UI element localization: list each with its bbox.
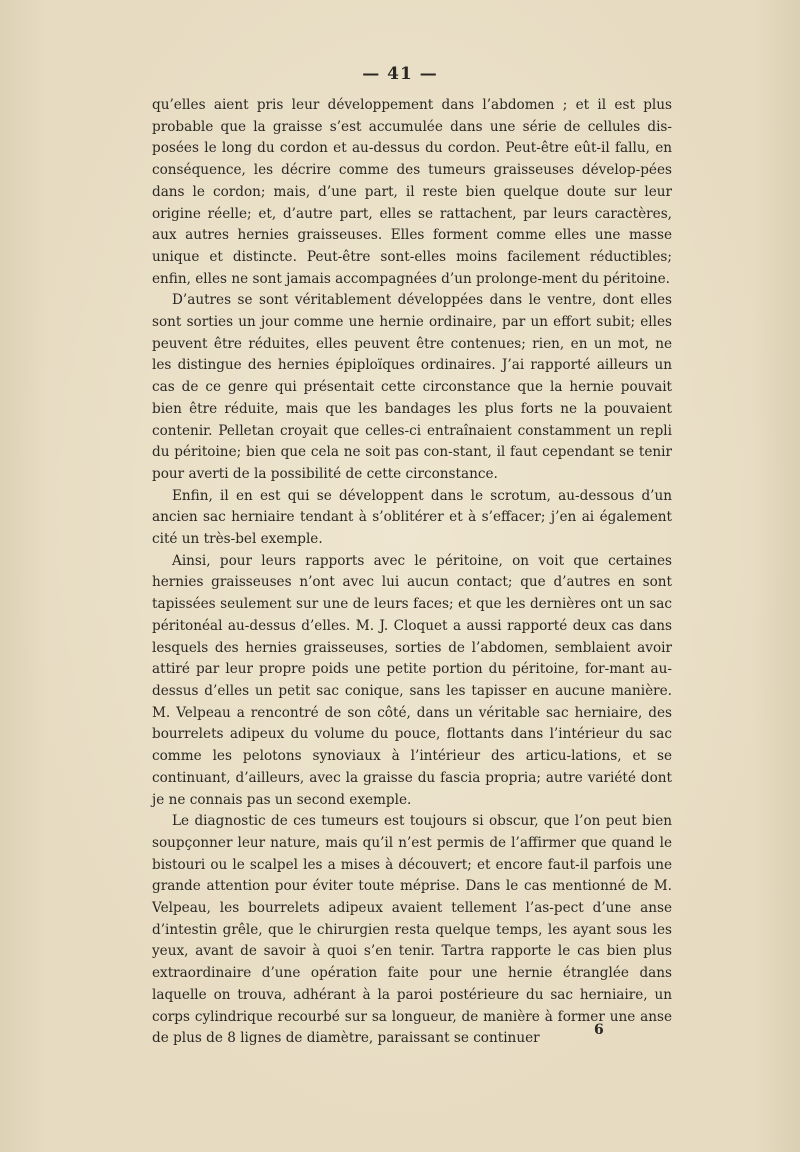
signature-mark: 6 (594, 1022, 604, 1038)
paragraph-continued: qu’elles aient pris leur développement dans l’abdomen ; et il est plus probable que la graisse s’est accumulée dans une série de cellules dis-posées le long du cordon et au-dessus du cordon. Peut-être eût-il fallu, en conséquence, les décrire comme des tumeurs graisseuses dévelop-pées dans le cordon; mais, d’une part, il reste bien quelque doute sur leur origine réelle; et, d’autre part, elles se rattachent, par leurs caractères, aux autres hernies graisseuses. Elles forment comme elles une masse unique et distincte. Peut-être sont-elles moins facilement réductibles; enfin, elles ne sont jamais accompagnées d’un prolonge-ment du péritoine. (152, 97, 672, 287)
page-number: — 41 — (362, 64, 438, 84)
body-text (152, 95, 672, 1050)
paragraph: Le diagnostic de ces tumeurs est toujours si obscur, que l’on peut bien soupçonner leur nature, mais qu’il n’est permis de l’affirmer que quand le bistouri ou le scalpel les a mises à découvert; et encore faut-il parfois une grande attention pour éviter toute méprise. Dans le cas mentionné de M. Velpeau, les bourrelets adipeux avaient tellement l’as-pect d’une anse d’intestin grêle, que le chirurgien resta quelque temps, les ayant sous les yeux, avant de savoir à quoi s’en tenir. Tartra rapporte le cas bien plus extraordinaire d’une opération faite pour une hernie étranglée dans laquelle on trouva, adhérant à la paroi postérieure du sac herniaire, un corps cylindrique recourbé sur sa longueur, de manière à former une anse de plus de 8 lignes de diamètre, paraissant se continuer (152, 813, 672, 1047)
paragraph: Enfin, il en est qui se développent dans le scrotum, au-dessous d’un ancien sac herniaire tendant à s’oblitérer et à s’effacer; j’en ai également cité un très-bel exemple. (152, 487, 672, 548)
paragraph: Ainsi, pour leurs rapports avec le péritoine, on voit que certaines hernies graisseuses n’ont avec lui aucun contact; que d’autres en sont tapissées seulement sur une de leurs faces; et que les dernières ont un sac péritonéal au-dessus d’elles. M. J. Cloquet a aussi rapporté deux cas dans lesquels des hernies graisseuses, sorties de l’abdomen, semblaient avoir attiré par leur propre poids une petite portion du péritoine, for-mant au-dessus d’elles un petit sac conique, sans les tapisser en aucune manière. M. Velpeau a rencontré de son côté, dans un véritable sac herniaire, des bourrelets adipeux du volume du pouce, flottants dans l’intérieur du sac comme les pelotons synoviaux à l’intérieur des articu-lations, et se continuant, d’ailleurs, avec la graisse du fascia propria; autre variété dont je ne connais pas un second exemple. (152, 552, 672, 808)
paragraph: D’autres se sont véritablement développées dans le ventre, dont elles sont sorties un jour comme une hernie ordinaire, par un effort subit; elles peuvent être réduites, elles peuvent être contenues; rien, en un mot, ne les distingue des hernies épiploïques ordinaires. J’ai rapporté ailleurs un cas de ce genre qui présentait cette circonstance que la hernie pouvait bien être réduite, mais que les bandages les plus forts ne la pouvaient contenir. Pelletan croyait que celles-ci entraînaient constamment un repli du péritoine; bien que cela ne soit pas con-stant, il faut cependant se tenir pour averti de la possibilité de cette circonstance. (152, 292, 672, 482)
